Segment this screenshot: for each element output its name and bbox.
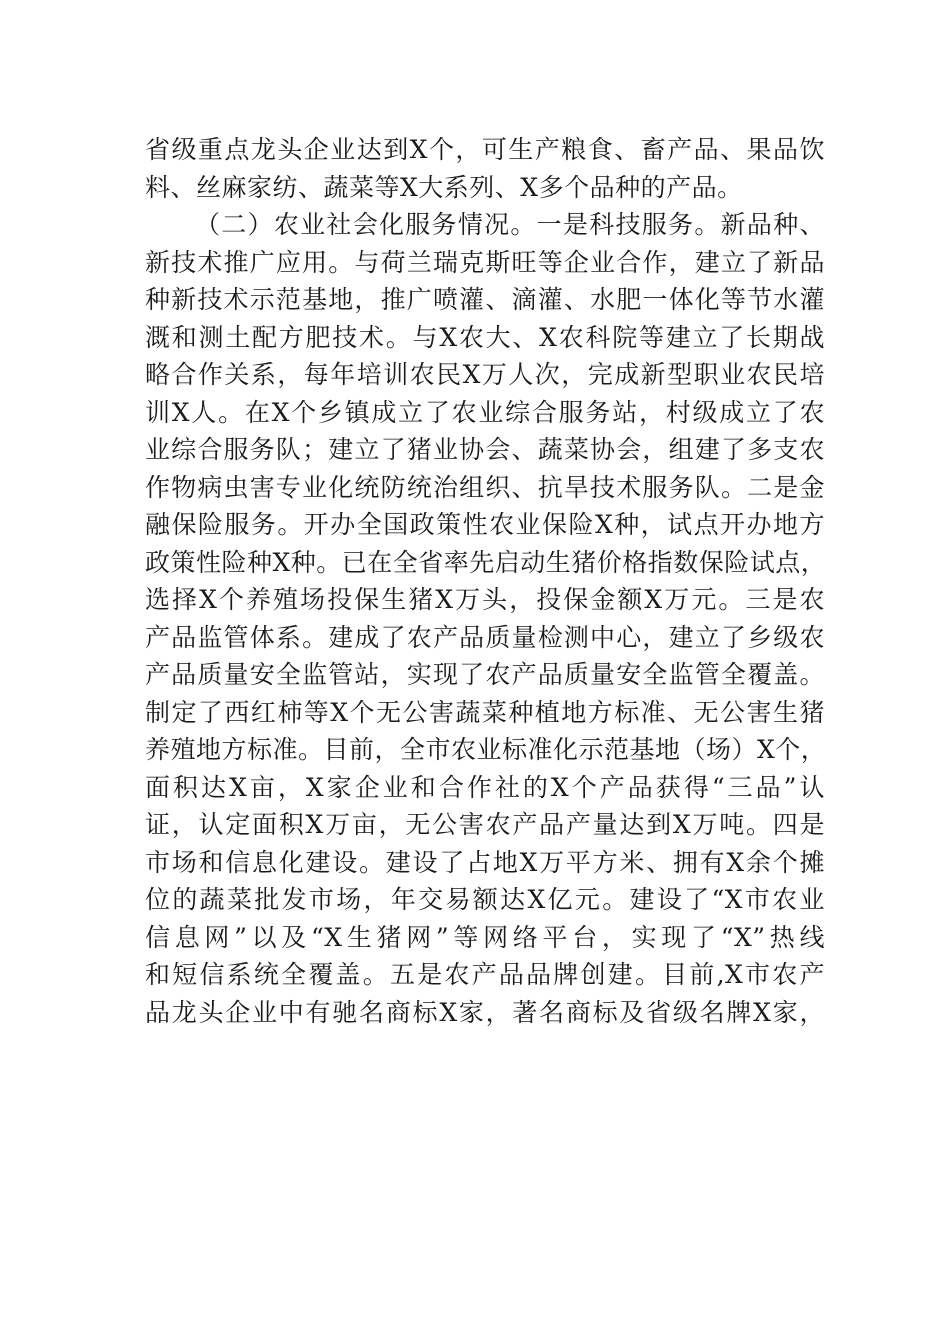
text-line: 产品监管体系。建成了农产品质量检测中心，建立了乡级农 (145, 622, 825, 652)
text-line: 训X人。在X个乡镇成立了农业综合服务站，村级成立了农 (145, 397, 825, 427)
text-line: 选择X个养殖场投保生猪X万头，投保金额X万元。三是农 (145, 585, 825, 614)
text-line: 作物病虫害专业化统防统治组织、抗旱技术服务队。二是金 (145, 472, 825, 502)
text-line: 市场和信息化建设。建设了占地X万平方米、拥有X余个摊 (145, 847, 825, 877)
text-line: 种新技术示范基地，推广喷灌、滴灌、水肥一体化等节水灌 (145, 285, 825, 314)
text-line: 料、丝麻家纺、蔬菜等X大系列、X多个品种的产品。 (145, 172, 743, 202)
text-line: 省级重点龙头企业达到X个，可生产粮食、畜产品、果品饮 (145, 135, 825, 164)
body-text (145, 131, 825, 1031)
text-line: 略合作关系，每年培训农民X万人次，完成新型职业农民培 (145, 360, 825, 389)
text-line: 制定了西红柿等X个无公害蔬菜种植地方标准、无公害生猪 (145, 697, 825, 727)
text-line: 和短信系统全覆盖。五是农产品品牌创建。目前,X市农产 (145, 960, 825, 989)
text-line: 新技术推广应用。与荷兰瑞克斯旺等企业合作，建立了新品 (145, 247, 825, 277)
text-line: 业综合服务队；建立了猪业协会、蔬菜协会，组建了多支农 (145, 435, 825, 464)
text-line: 产品质量安全监管站，实现了农产品质量安全监管全覆盖。 (145, 660, 825, 689)
text-line: 政策性险种X种。已在全省率先启动生猪价格指数保险试点， (145, 547, 827, 577)
text-line: 证，认定面积X万亩，无公害农产品产量达到X万吨。四是 (145, 810, 825, 839)
section-heading-line: （二）农业社会化服务情况。一是科技服务。新品种、 (195, 210, 825, 239)
text-line: 位的蔬菜批发市场，年交易额达X亿元。建设了“X市农业 (145, 885, 825, 914)
text-line: 融保险服务。开办全国政策性农业保险X种，试点开办地方 (145, 510, 825, 539)
text-line: 品龙头企业中有驰名商标X家，著名商标及省级名牌X家， (145, 997, 825, 1027)
text-line: 面积达X亩，X家企业和合作社的X个产品获得“三品”认 (145, 772, 825, 802)
text-line: 信息网”以及“X生猪网”等网络平台，实现了“X”热线 (145, 922, 825, 952)
text-line: 溉和测土配方肥技术。与X农大、X农科院等建立了长期战 (145, 322, 825, 352)
text-line: 养殖地方标准。目前，全市农业标准化示范基地（场）X个， (145, 735, 827, 764)
